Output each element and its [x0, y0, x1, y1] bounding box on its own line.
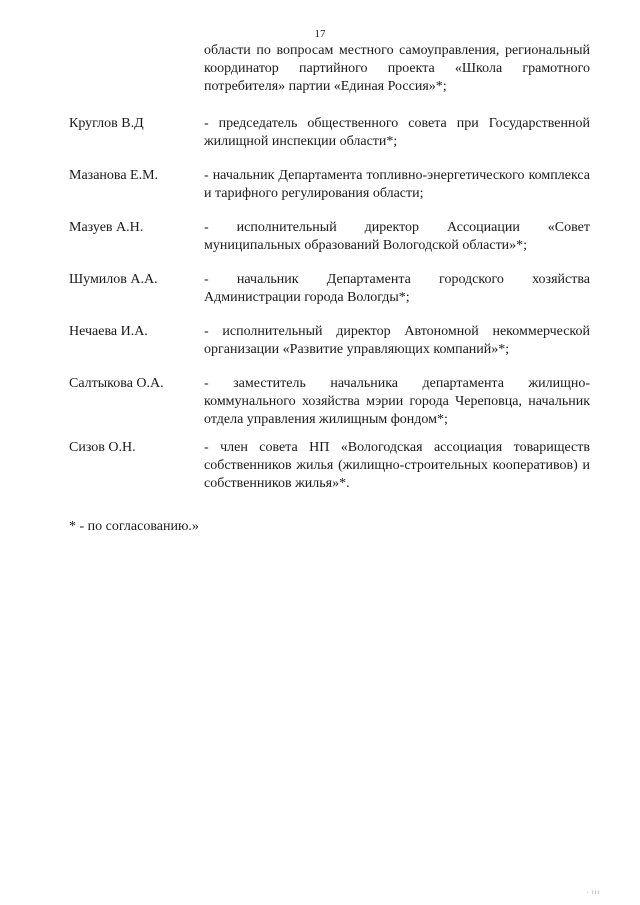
member-name: Нечаева И.А. — [69, 324, 148, 339]
member-role: - заместитель начальника департамента жилищно-коммунального хозяйства мэрии города Череповца, начальник отдела управления жилищным фондом*; — [204, 376, 590, 427]
member-role: - исполнительный директор Автономной некоммерческой организации «Развитие управляющих компаний»*; — [204, 324, 590, 357]
page-number: 17 — [314, 28, 326, 40]
member-name: Мазанова Е.М. — [69, 168, 159, 183]
member-role: - член совета НП «Вологодская ассоциация товариществ собственников жилья (жилищно-строительных кооперативов) и собственников жилья»*. — [204, 440, 590, 491]
member-role: - начальник Департамента городского хозяйства Администрации города Вологды*; — [204, 272, 590, 305]
member-entry — [0, 219, 640, 271]
member-role: - исполнительный директор Ассоциации «Совет муниципальных образований Вологодской области»*; — [204, 220, 590, 253]
member-role: - председатель общественного совета при Государственной жилищной инспекции области*; — [204, 116, 590, 149]
member-name: Мазуев А.Н. — [69, 220, 144, 235]
intro-paragraph: области по вопросам местного самоуправления, региональный координатор партийного проекта «Школа грамотного потребителя» партии «Единая Россия»*; — [204, 43, 590, 94]
member-entry — [0, 167, 640, 219]
member-entry — [0, 375, 640, 439]
member-entry — [0, 439, 640, 503]
footnote: * - по согласованию.» — [69, 519, 199, 534]
member-entry — [0, 115, 640, 167]
member-name: Салтыкова О.А. — [69, 376, 164, 391]
member-name: Сизов О.Н. — [69, 440, 136, 455]
member-role: - начальник Департамента топливно-энергетического комплекса и тарифного регулирования области; — [204, 168, 590, 201]
member-name: Шумилов А.А. — [69, 272, 158, 287]
corner-stamp: · ııı — [586, 890, 600, 896]
member-entry — [0, 323, 640, 375]
member-entry — [0, 271, 640, 323]
member-list — [0, 115, 640, 503]
member-name: Круглов В.Д — [69, 116, 144, 131]
